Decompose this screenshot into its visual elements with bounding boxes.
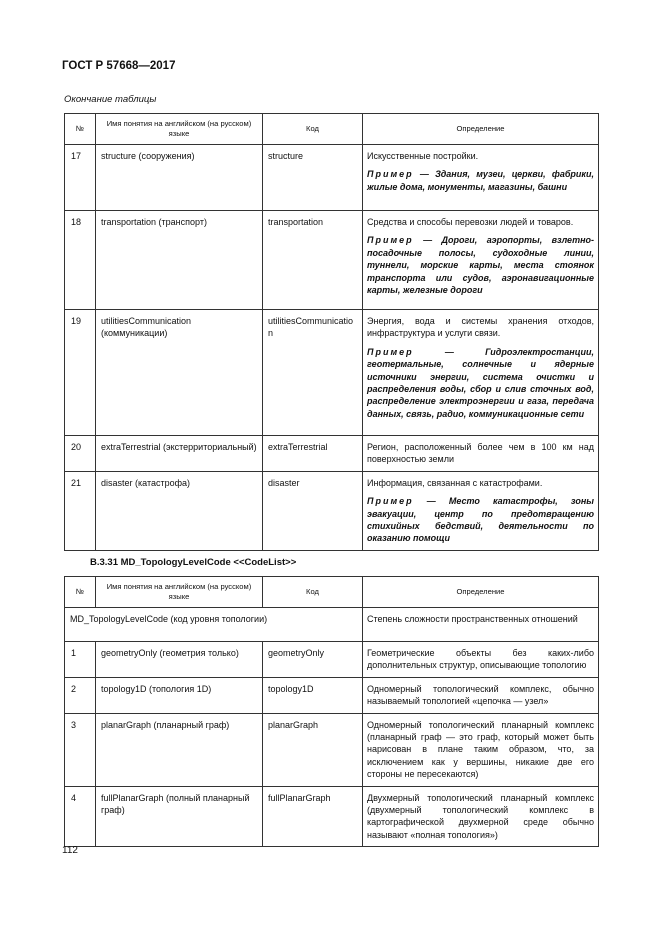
row-name: MD_TopologyLevelCode (код уровня топологии)	[65, 608, 363, 642]
table-row	[65, 786, 599, 847]
row-definition	[363, 436, 599, 472]
table-span-row	[65, 608, 599, 642]
col-header-code: Код	[263, 577, 363, 608]
row-code: structure	[263, 145, 363, 211]
row-definition: Одномерный топологический планарный комплекс (планарный граф — это граф, который может быть нарисован в плане таким образом, что, за исключением как у вершины, никакие две его стороны не пересекаются)	[363, 713, 599, 786]
row-number: 19	[65, 310, 96, 436]
row-code: disaster	[263, 471, 363, 550]
definition-text: Регион, расположенный более чем в 100 км над поверхностью земли	[367, 442, 594, 465]
table-row	[65, 471, 599, 550]
row-definition: Двухмерный топологический планарный комплекс (двухмерный топологический комплекс в картографической двухмерной среде обычно называют «полная топология»)	[363, 786, 599, 847]
table-row	[65, 145, 599, 211]
row-code: topology1D	[263, 677, 363, 713]
table-header-row	[65, 577, 599, 608]
example-note	[367, 495, 594, 545]
row-code: utilitiesCommunication	[263, 310, 363, 436]
row-name: extraTerrestrial (экстерриториальный)	[96, 436, 263, 472]
example-text: — Дороги, аэропорты, взлетно-посадочные полосы, судоходные линии, туннели, морские карты, места стоянок транспорта или судов, аэронавигационные карты, железные дороги	[367, 235, 594, 296]
definition-text: Энергия, вода и системы хранения отходов, инфраструктура и услуги связи.	[367, 316, 594, 339]
row-number: 1	[65, 642, 96, 678]
col-header-definition: Определение	[363, 114, 599, 145]
row-definition	[363, 310, 599, 436]
page-number: 112	[62, 845, 78, 856]
table-row	[65, 310, 599, 436]
row-name: disaster (катастрофа)	[96, 471, 263, 550]
row-number: 17	[65, 145, 96, 211]
row-code: extraTerrestrial	[263, 436, 363, 472]
row-definition	[363, 145, 599, 211]
row-definition: Степень сложности пространственных отношений	[363, 608, 599, 642]
example-note	[367, 168, 594, 193]
example-label: Пример	[367, 169, 414, 180]
section-title: В.3.31 MD_TopologyLevelCode <<CodeList>>	[90, 557, 297, 568]
row-name: utilitiesCommunication (коммуникации)	[96, 310, 263, 436]
col-header-name: Имя понятия на английском (на русском) языке	[96, 114, 263, 145]
example-note	[367, 234, 594, 296]
row-definition: Одномерный топологический комплекс, обычно называемый топологией «цепочка — узел»	[363, 677, 599, 713]
row-name: structure (сооружения)	[96, 145, 263, 211]
col-header-num: №	[65, 114, 96, 145]
row-number: 21	[65, 471, 96, 550]
document-header: ГОСТ Р 57668—2017	[62, 60, 176, 72]
row-name: fullPlanarGraph (полный планарный граф)	[96, 786, 263, 847]
row-number: 18	[65, 211, 96, 310]
row-definition: Геометрические объекты без каких-либо дополнительных структур, описывающие топологию	[363, 642, 599, 678]
table-row	[65, 713, 599, 786]
definition-text: Информация, связанная с катастрофами.	[367, 477, 543, 488]
row-definition	[363, 211, 599, 310]
continuation-label: Окончание таблицы	[64, 94, 157, 105]
col-header-code: Код	[263, 114, 363, 145]
row-number: 4	[65, 786, 96, 847]
table-row	[65, 642, 599, 678]
table-row	[65, 677, 599, 713]
row-definition	[363, 471, 599, 550]
row-name: transportation (транспорт)	[96, 211, 263, 310]
table-row	[65, 436, 599, 472]
example-text: — Место катастрофы, зоны эвакуации, центр по предотвращению стихийных бедствий, деятельности по оказанию помощи	[367, 496, 594, 544]
table-row	[65, 211, 599, 310]
col-header-num: №	[65, 577, 96, 608]
row-code: fullPlanarGraph	[263, 786, 363, 847]
definition-text: Средства и способы перевозки людей и товаров.	[367, 217, 574, 227]
example-label: Пример	[367, 496, 414, 507]
row-number: 20	[65, 436, 96, 472]
table-categories	[64, 113, 599, 551]
example-note	[367, 346, 594, 420]
row-number: 3	[65, 713, 96, 786]
example-text: — Гидроэлектростанции, геотермальные, солнечные и ядерные источники энергии, система очистки и распределения воды, сбор и слив сточных вод, распределение электроэнергии и газа, передача данных, связь, радио, коммуникационные сети	[367, 346, 594, 419]
definition-text: Искусственные постройки.	[367, 151, 479, 161]
example-text: — Здания, музеи, церкви, фабрики, жилые дома, монументы, магазины, башни	[367, 169, 594, 192]
row-name: planarGraph (планарный граф)	[96, 713, 263, 786]
row-code: geometryOnly	[263, 642, 363, 678]
col-header-name: Имя понятия на английском (на русском) языке	[96, 577, 263, 608]
row-name: geometryOnly (геометрия только)	[96, 642, 263, 678]
row-name: topology1D (топология 1D)	[96, 677, 263, 713]
row-number: 2	[65, 677, 96, 713]
row-code: planarGraph	[263, 713, 363, 786]
example-label: Пример	[367, 235, 414, 246]
row-code: transportation	[263, 211, 363, 310]
table-topology-level	[64, 576, 599, 847]
example-label: Пример	[367, 346, 414, 357]
col-header-definition: Определение	[363, 577, 599, 608]
table-header-row	[65, 114, 599, 145]
